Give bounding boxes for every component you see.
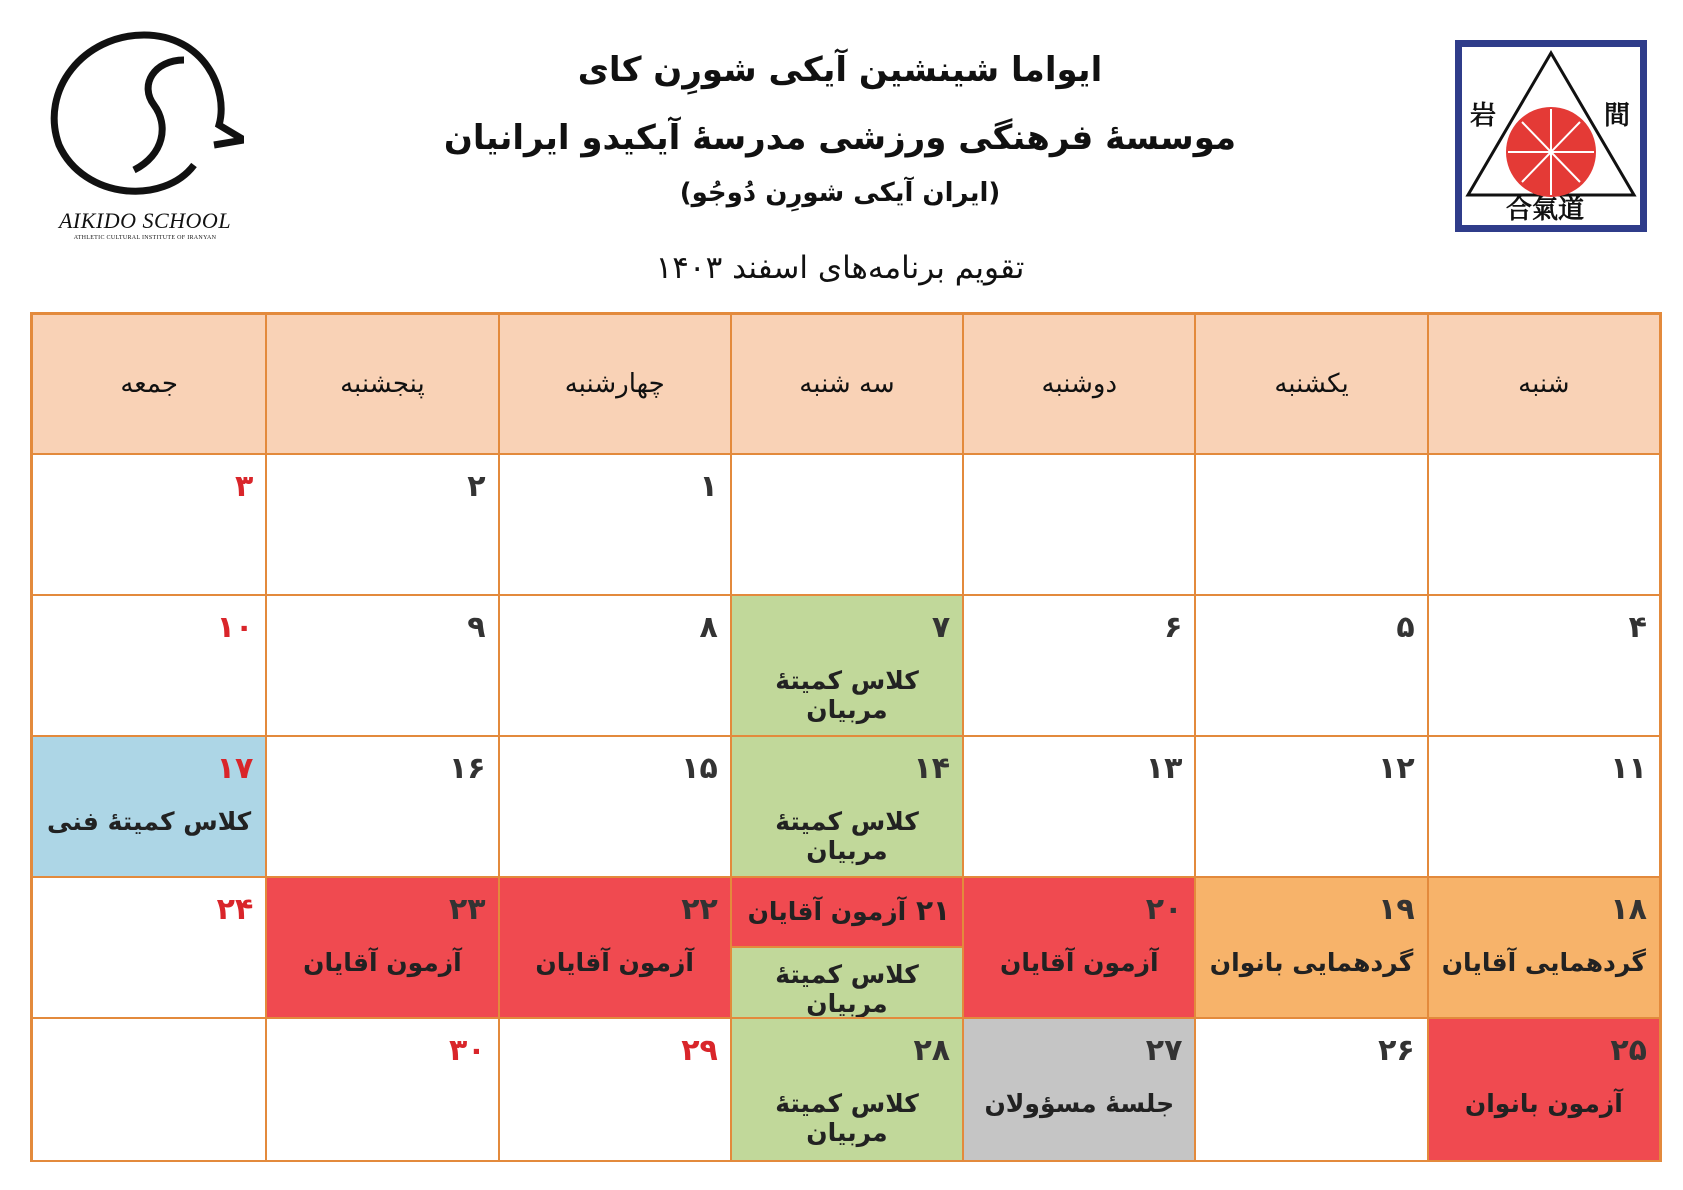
day-cell	[730, 878, 962, 1019]
header-line1: ایواما شینشین آیکی شورِن کای	[577, 50, 1103, 90]
day-cell	[498, 878, 730, 1019]
day-number: ۵	[1396, 610, 1415, 645]
day-number: ۱۷	[216, 751, 254, 786]
event-label: آزمون آقایان	[999, 948, 1159, 977]
day-number: ۲۲	[681, 892, 718, 927]
kanji-aikido: 合氣道	[1506, 195, 1585, 225]
day-number: ۲	[467, 469, 486, 504]
day-number: ۱۱	[1610, 751, 1647, 786]
day-cell	[730, 596, 962, 737]
event-label: کلاس کمیتهٔ فنی	[47, 807, 252, 836]
day-cell	[265, 1019, 497, 1160]
day-cell	[498, 455, 730, 596]
day-number: ۹	[467, 610, 486, 645]
event-label: گردهمایی آقایان	[1441, 948, 1646, 977]
day-number: ۴	[1628, 610, 1647, 645]
day-header: جمعه	[33, 315, 265, 455]
day-number: ۲۸	[913, 1033, 951, 1068]
day-number: ۲۹	[681, 1033, 718, 1068]
kanji-iwa: 岩	[1470, 101, 1497, 131]
day-number: ۷	[931, 610, 951, 645]
event-label: آزمون آقایان	[747, 897, 907, 926]
calendar-grid	[30, 312, 1662, 1162]
event-label: آزمون آقایان	[303, 948, 462, 977]
day-cell	[265, 596, 497, 737]
day-number: ۱۶	[448, 751, 486, 786]
day-number: ۱۴	[913, 751, 951, 786]
day-cell	[1194, 737, 1426, 878]
event-label: گردهمایی بانوان	[1209, 948, 1414, 977]
day-header: شنبه	[1427, 315, 1659, 455]
day-cell	[498, 596, 730, 737]
day-cell	[33, 737, 265, 878]
day-cell	[498, 737, 730, 878]
day-header: دوشنبه	[962, 315, 1194, 455]
iwama-emblem-logo	[1455, 40, 1647, 232]
day-cell	[33, 455, 265, 596]
day-cell	[1427, 878, 1659, 1019]
day-cell	[1194, 878, 1426, 1019]
day-number: ۸	[699, 610, 718, 645]
day-number: ۱	[699, 469, 718, 504]
day-cell	[1194, 1019, 1426, 1160]
aikido-school-logo	[36, 30, 246, 250]
kanji-ma: 間	[1604, 101, 1631, 131]
event-label: کلاس کمیتهٔ مربیان	[775, 960, 919, 1018]
day-cell	[962, 596, 1194, 737]
day-cell	[962, 1019, 1194, 1160]
day-cell	[730, 737, 962, 878]
day-number: ۱۹	[1378, 892, 1415, 927]
event-label: کلاس کمیتهٔ مربیان	[775, 807, 919, 865]
day-number: ۲۱	[915, 894, 951, 927]
day-header: یکشنبه	[1194, 315, 1426, 455]
day-number: ۱۵	[681, 751, 718, 786]
day-cell	[265, 455, 497, 596]
aikido-school-emblem-icon	[44, 30, 244, 210]
day-header: سه شنبه	[730, 315, 962, 455]
day-header: چهارشنبه	[498, 315, 730, 455]
day-number: ۶	[1164, 610, 1183, 645]
event-label: کلاس کمیتهٔ مربیان	[775, 1089, 919, 1147]
day-number: ۱۳	[1145, 751, 1183, 786]
day-cell	[33, 596, 265, 737]
day-cell	[1194, 596, 1426, 737]
logo-subtitle: ATHLETIC CULTURAL INSTITUTE OF IRANYAN	[73, 235, 217, 241]
day-cell	[498, 1019, 730, 1160]
day-cell	[962, 455, 1194, 596]
day-number: ۲۰	[1145, 892, 1183, 927]
header-line2: موسسهٔ فرهنگی ورزشی مدرسهٔ آیکیدو ایرانیان	[443, 118, 1237, 158]
day-number: ۳۰	[448, 1033, 486, 1068]
day-cell	[265, 737, 497, 878]
header-line3: (ایران آیکی شورِن دُوجُو)	[679, 178, 1001, 208]
day-number: ۱۰	[216, 610, 254, 645]
day-cell	[1427, 455, 1659, 596]
day-cell	[33, 878, 265, 1019]
day-cell	[730, 455, 962, 596]
day-cell	[730, 1019, 962, 1160]
event-label: کلاس کمیتهٔ مربیان	[775, 666, 919, 724]
day-number: ۳	[234, 469, 254, 504]
logo-name: AIKIDO SCHOOL	[58, 208, 232, 233]
day-number: ۲۵	[1610, 1033, 1647, 1068]
day-cell	[962, 737, 1194, 878]
day-number: ۲۷	[1145, 1033, 1183, 1068]
day-cell	[1194, 455, 1426, 596]
event-label: آزمون بانوان	[1464, 1089, 1623, 1118]
day-number: ۲۳	[448, 892, 486, 927]
calendar-title: تقویم برنامه‌های اسفند ۱۴۰۳	[655, 250, 1025, 286]
event-label: آزمون آقایان	[535, 948, 694, 977]
day-header: پنجشنبه	[265, 315, 497, 455]
day-number: ۲۴	[216, 892, 254, 927]
day-cell	[1427, 737, 1659, 878]
day-cell	[33, 1019, 265, 1160]
day-number: ۲۶	[1378, 1033, 1415, 1068]
day-number: ۱۲	[1378, 751, 1415, 786]
day-cell	[962, 878, 1194, 1019]
day-cell	[1427, 596, 1659, 737]
day-number: ۱۸	[1610, 892, 1647, 927]
day-cell	[1427, 1019, 1659, 1160]
event-label: جلسهٔ مسؤولان	[984, 1089, 1175, 1118]
day-cell	[265, 878, 497, 1019]
